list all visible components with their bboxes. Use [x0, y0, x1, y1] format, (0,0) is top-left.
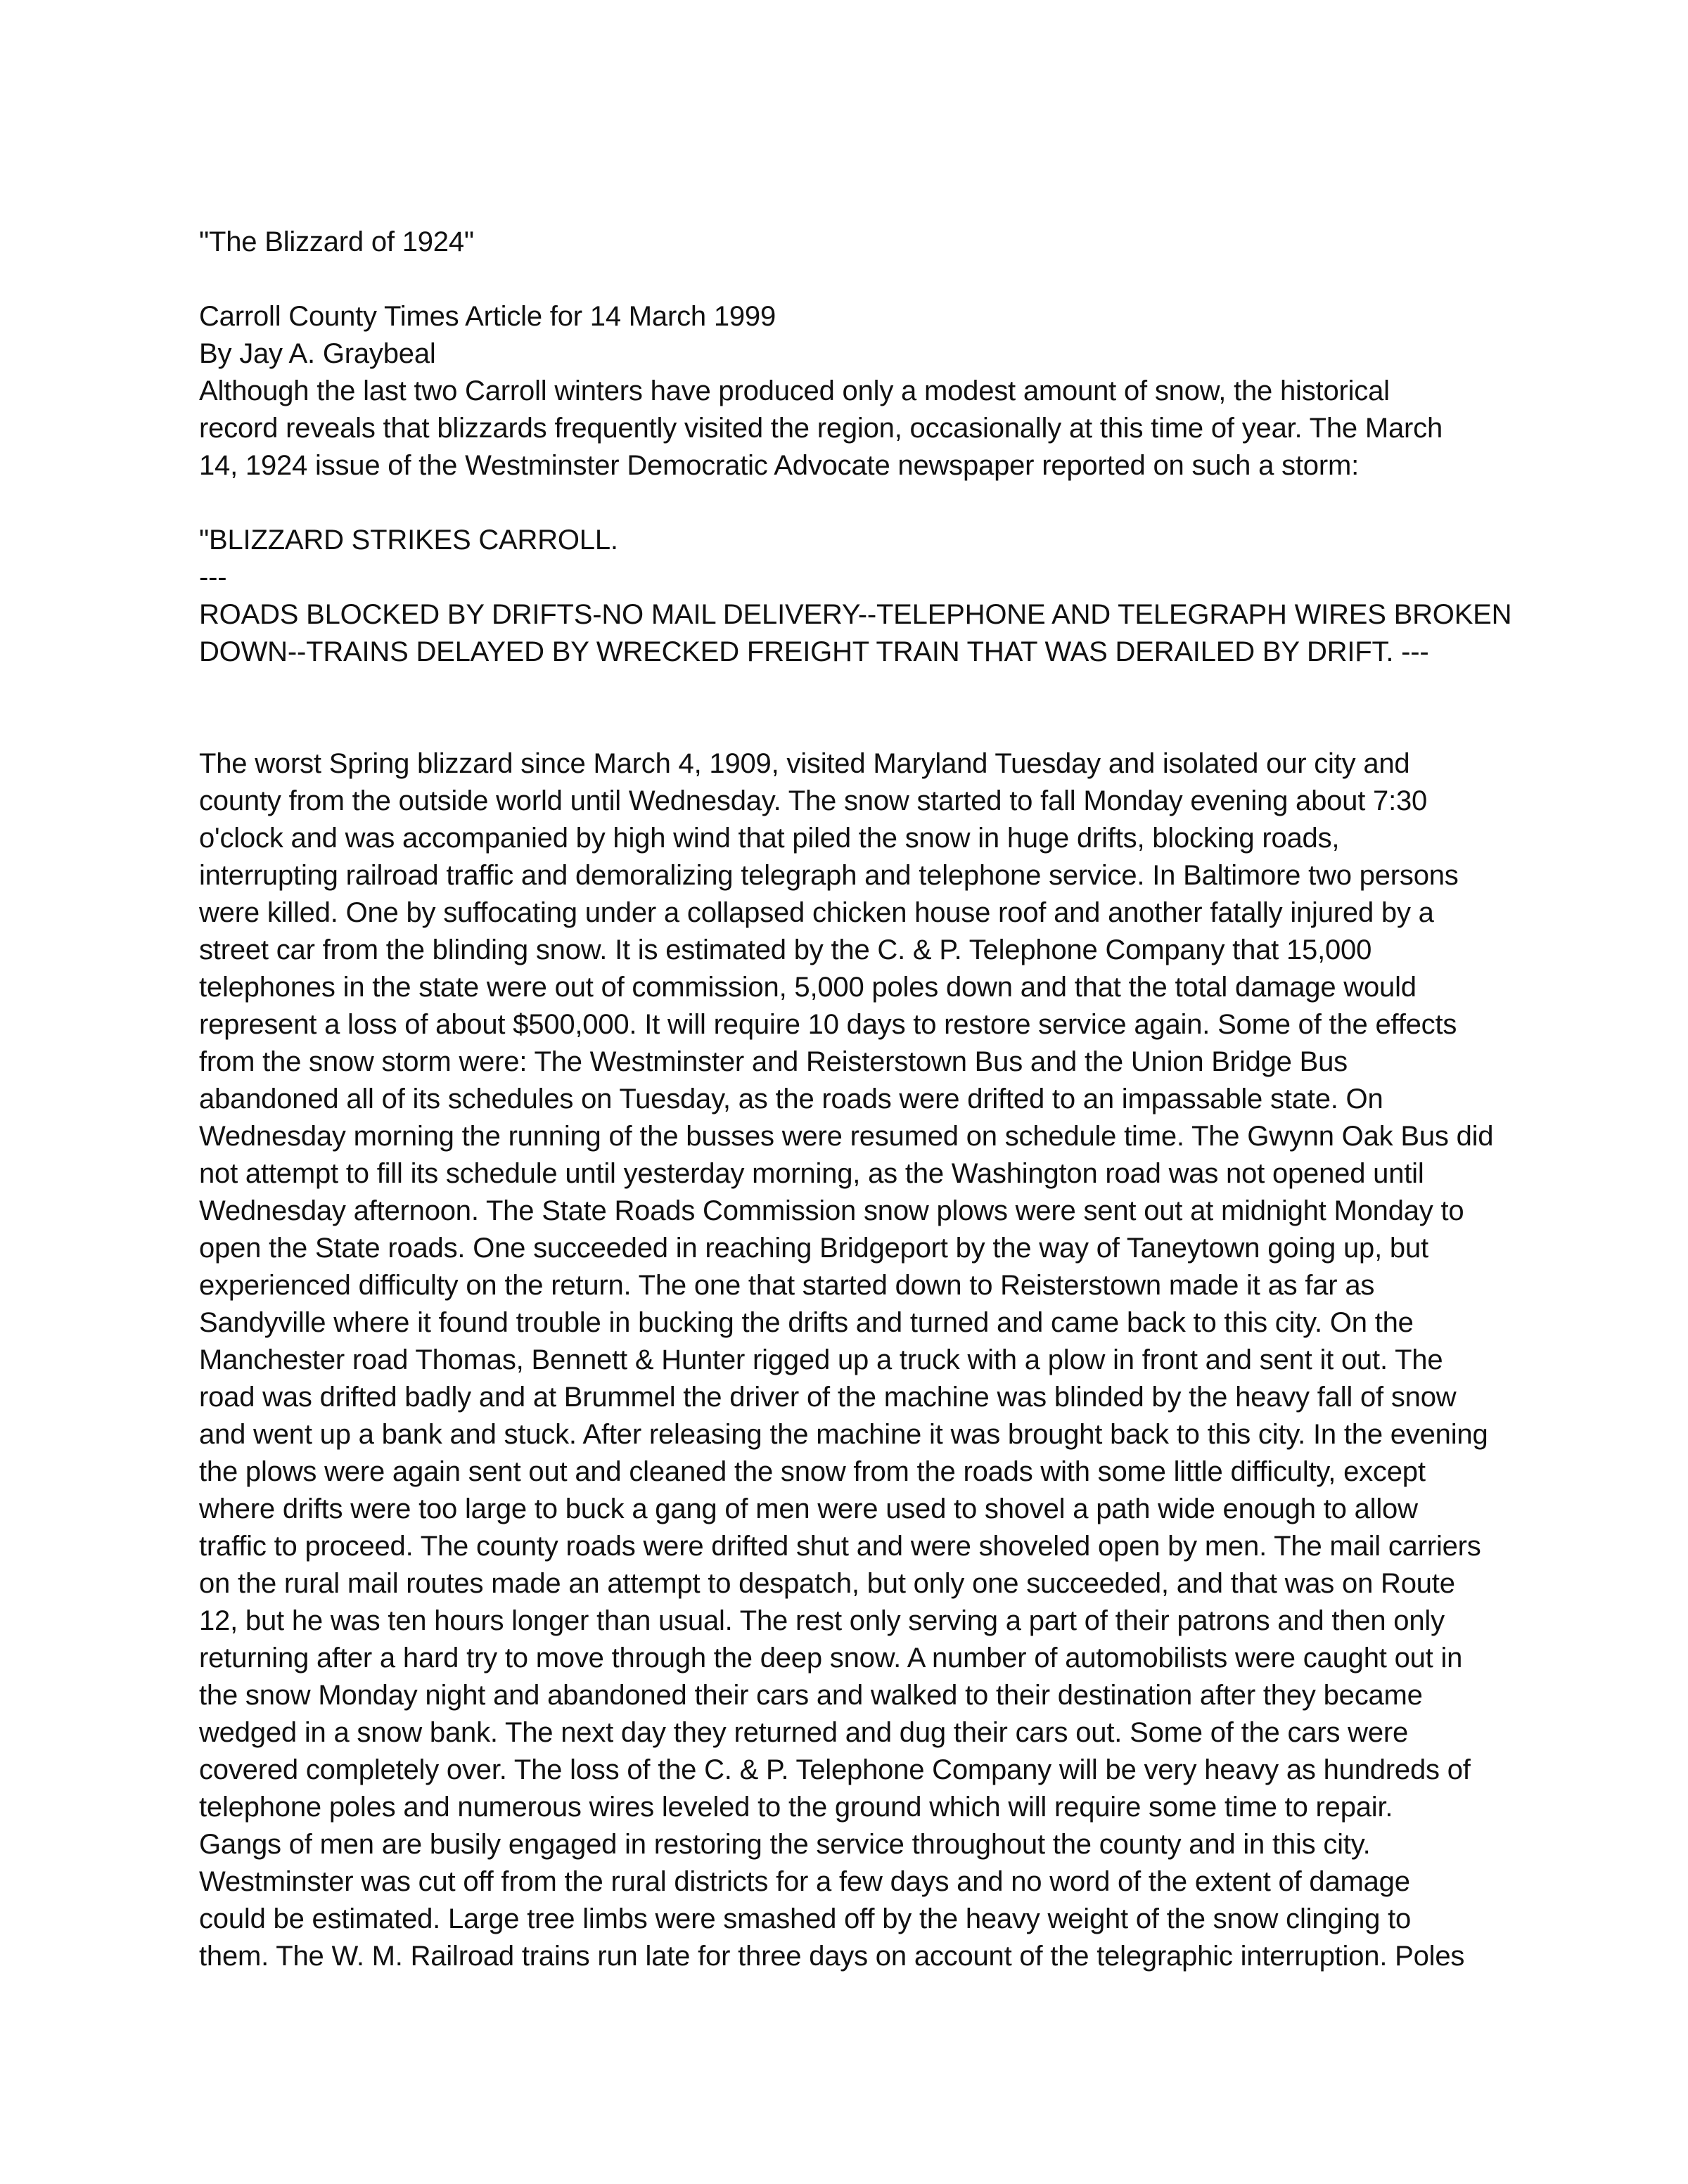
subhead-line: ROADS BLOCKED BY DRIFTS-NO MAIL DELIVERY--TELEPHONE AND TELEGRAPH WIRES BROKEN	[199, 599, 1512, 630]
body-line: o'clock and was accompanied by high wind that piled the snow in huge drifts, blocking roads,	[199, 823, 1340, 854]
body-line: wedged in a snow bank. The next day they returned and dug their cars out. Some of the cars were	[199, 1717, 1409, 1748]
subhead-line: DOWN--TRAINS DELAYED BY WRECKED FREIGHT TRAIN THAT WAS DERAILED BY DRIFT. ---	[199, 636, 1429, 667]
headline-title: "BLIZZARD STRIKES CARROLL.	[199, 525, 618, 555]
body-line: open the State roads. One succeeded in reaching Bridgeport by the way of Taneytown going up, but	[199, 1233, 1428, 1264]
body-line: street car from the blinding snow. It is estimated by the C. & P. Telephone Company that 15,000	[199, 934, 1372, 965]
body-line: them. The W. M. Railroad trains run late for three days on account of the telegraphic interruption. Poles	[199, 1941, 1465, 1972]
headline-separator: ---	[199, 562, 227, 593]
body-line: could be estimated. Large tree limbs were smashed off by the heavy weight of the snow clinging to	[199, 1903, 1412, 1934]
body-line: represent a loss of about $500,000. It will require 10 days to restore service again. Some of the effects	[199, 1009, 1457, 1040]
body-line: county from the outside world until Wednesday. The snow started to fall Monday evening about 7:30	[199, 785, 1428, 816]
spacer	[199, 671, 1521, 745]
body-line: Manchester road Thomas, Bennett & Hunter rigged up a truck with a plow in front and sent it out. The	[199, 1344, 1443, 1375]
body-line: covered completely over. The loss of the C. & P. Telephone Company will be very heavy as hundreds of	[199, 1754, 1471, 1785]
body-line: Westminster was cut off from the rural districts for a few days and no word of the extent of damage	[199, 1866, 1410, 1897]
byline-source: Carroll County Times Article for 14 March 1999	[199, 301, 776, 332]
body-line: were killed. One by suffocating under a collapsed chicken house roof and another fatally injured by a	[199, 897, 1434, 928]
intro-line: record reveals that blizzards frequently visited the region, occasionally at this time of year. The March	[199, 413, 1443, 444]
document-page	[199, 224, 1521, 1975]
body-line: and went up a bank and stuck. After releasing the machine it was brought back to this city. In the evening	[199, 1419, 1488, 1450]
body-paragraph	[199, 745, 1521, 1975]
body-line: Wednesday morning the running of the busses were resumed on schedule time. The Gwynn Oak Bus did	[199, 1121, 1494, 1152]
body-line: Sandyville where it found trouble in bucking the drifts and turned and came back to this city. On the	[199, 1307, 1414, 1338]
intro-paragraph	[199, 373, 1521, 484]
document-title: "The Blizzard of 1924"	[199, 226, 474, 257]
byline-author: By Jay A. Graybeal	[199, 338, 436, 369]
body-line: telephone poles and numerous wires leveled to the ground which will require some time to repair.	[199, 1792, 1393, 1823]
body-line: interrupting railroad traffic and demoralizing telegraph and telephone service. In Baltimore two persons	[199, 860, 1459, 891]
body-line: from the snow storm were: The Westminster and Reisterstown Bus and the Union Bridge Bus	[199, 1046, 1348, 1077]
body-line: experienced difficulty on the return. The one that started down to Reisterstown made it as far as	[199, 1270, 1375, 1301]
body-line: Wednesday afternoon. The State Roads Commission snow plows were sent out at midnight Monday to	[199, 1195, 1464, 1226]
body-line: abandoned all of its schedules on Tuesday, as the roads were drifted to an impassable state. On	[199, 1084, 1383, 1115]
body-line: telephones in the state were out of commission, 5,000 poles down and that the total damage would	[199, 972, 1417, 1003]
body-line: the plows were again sent out and cleaned the snow from the roads with some little difficulty, except	[199, 1456, 1426, 1487]
body-line: returning after a hard try to move through the deep snow. A number of automobilists were caught out in	[199, 1643, 1463, 1674]
body-line: on the rural mail routes made an attempt to despatch, but only one succeeded, and that was on Route	[199, 1568, 1455, 1599]
body-line: The worst Spring blizzard since March 4, 1909, visited Maryland Tuesday and isolated our city and	[199, 748, 1410, 779]
headline-block	[199, 522, 1521, 671]
body-line: Gangs of men are busily engaged in restoring the service throughout the county and in this city.	[199, 1829, 1371, 1860]
spacer	[199, 484, 1521, 522]
body-line: traffic to proceed. The county roads were drifted shut and were shoveled open by men. The mail carriers	[199, 1531, 1481, 1562]
body-line: where drifts were too large to buck a gang of men were used to shovel a path wide enough to allow	[199, 1494, 1418, 1524]
body-line: not attempt to fill its schedule until yesterday morning, as the Washington road was not opened until	[199, 1158, 1424, 1189]
intro-line: Although the last two Carroll winters have produced only a modest amount of snow, the historical	[199, 375, 1390, 406]
body-line: road was drifted badly and at Brummel the driver of the machine was blinded by the heavy fall of snow	[199, 1382, 1457, 1413]
body-line: 12, but he was ten hours longer than usual. The rest only serving a part of their patrons and then only	[199, 1605, 1445, 1636]
intro-line: 14, 1924 issue of the Westminster Democratic Advocate newspaper reported on such a storm:	[199, 450, 1359, 481]
body-line: the snow Monday night and abandoned their cars and walked to their destination after they became	[199, 1680, 1423, 1711]
